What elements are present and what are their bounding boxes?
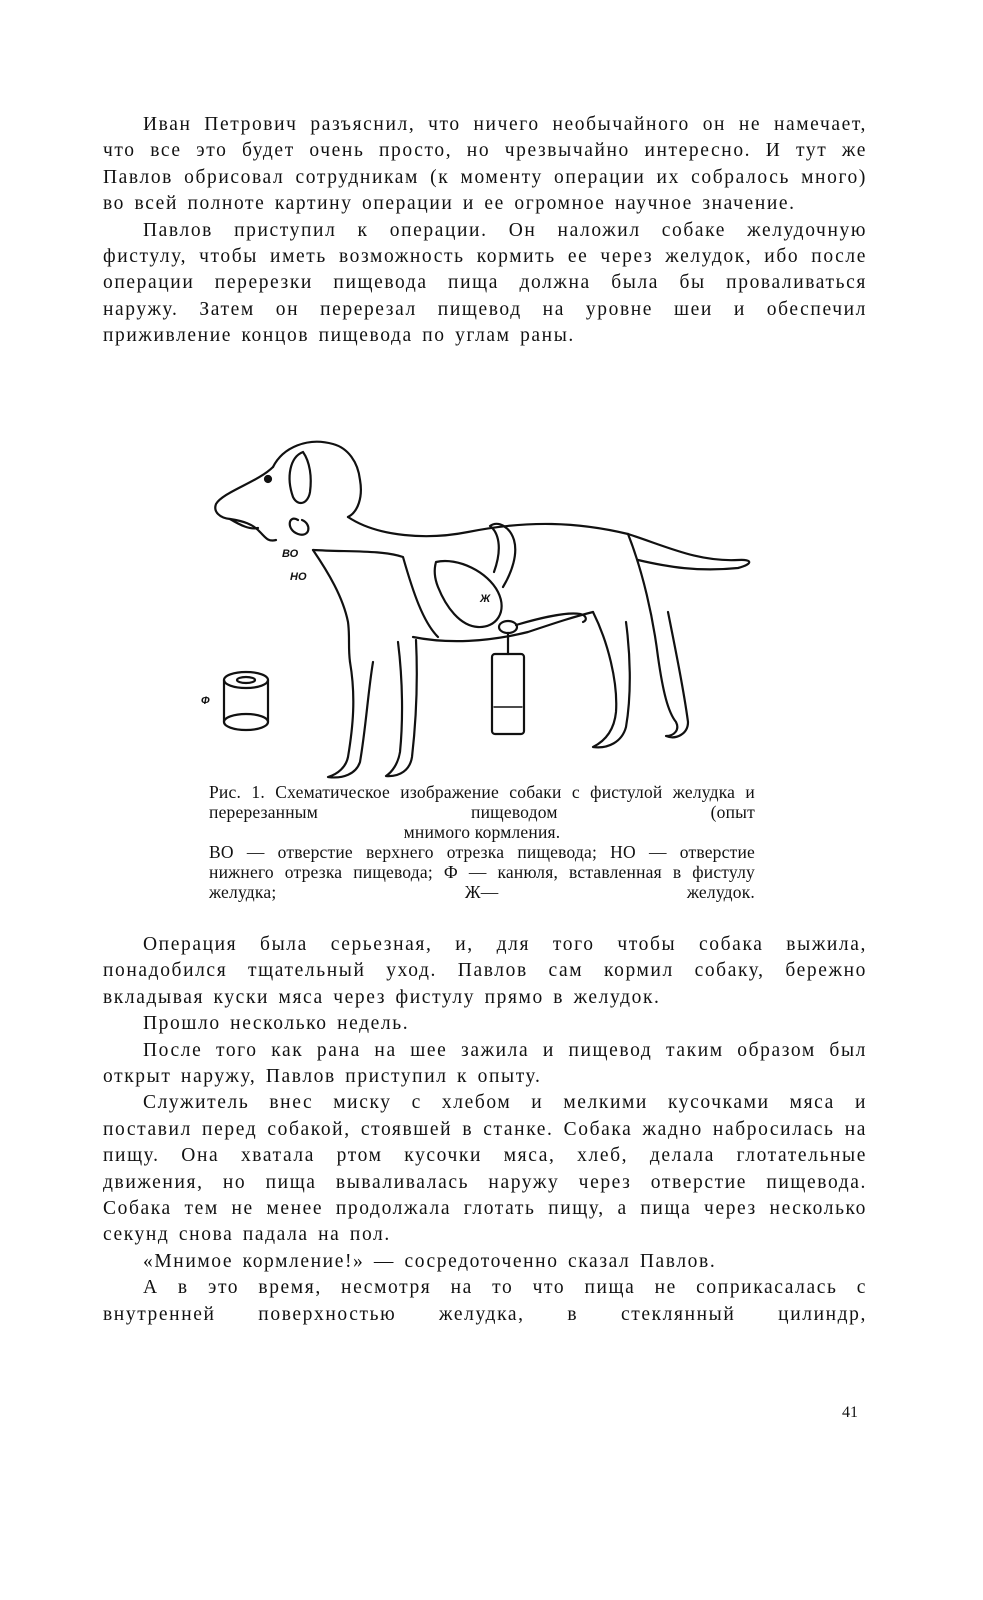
paragraph: Павлов приступил к операции. Он наложил собаке желудочную фистулу, чтобы иметь возможность кормить ее через желудок, ибо после операции перерезки пищевода пища должна была бы проваливаться наружу. Затем он перерезал пищевод на уровне шеи и обеспечил приживление концов пищевода по углам раны.	[103, 219, 867, 347]
label-f: Ф	[201, 695, 210, 707]
paragraph: После того как рана на шее зажила и пищевод таким образом был открыт наружу, Павлов приступил к опыту.	[103, 1039, 867, 1088]
figure-caption	[209, 782, 755, 902]
paragraph: Служитель внес миску с хлебом и мелкими кусочками мяса и поставил перед собакой, стоявшей в станке. Собака жадно набросилась на пищу. Она хватала ртом кусочки мяса, хлеб, делала глотательные движения, но пища вываливалась наружу через отверстие пищевода. Собака тем не менее продолжала глотать пищу, а пища через несколько секунд снова падала на пол.	[103, 1092, 867, 1246]
page-number: 41	[842, 1404, 858, 1421]
label-no: НО	[290, 571, 307, 583]
spool-hole	[237, 677, 255, 683]
stomach	[435, 561, 502, 627]
dog-belly	[413, 612, 593, 641]
paragraph: Иван Петрович разъяснил, что ничего необычайного он не намечает, что все это будет очень просто, но чрезвычайно интересно. И тут же Павлов обрисовал сотрудникам (к моменту операции их собралось много) во всей полноте картину операции и ее огромное научное значение.	[103, 114, 867, 215]
dog-hind-leg-left	[593, 612, 630, 747]
label-zh: Ж	[480, 593, 491, 605]
label-vo: ВО	[282, 548, 299, 560]
harness-strap	[313, 550, 438, 637]
dog-fistula-illustration	[198, 422, 768, 787]
cannula-string	[516, 614, 586, 625]
esophagus-lower	[490, 524, 515, 587]
caption-title: Рис. 1. Схематическое изображение собаки с фистулой желудка и перерезанным пищеводом (опыт	[209, 782, 755, 822]
dog-eye	[265, 476, 271, 482]
dog-back	[348, 517, 628, 536]
text-block-bottom	[103, 932, 867, 1328]
spool-top	[224, 672, 268, 688]
paragraph: Прошло несколько недель.	[143, 1013, 410, 1035]
collection-cylinder	[492, 654, 524, 734]
dog-tail	[628, 534, 749, 569]
caption-legend: ВО — отверстие верхнего отрезка пищевода; НО — отверстие нижнего отрезка пищевода; Ф — канюля, вставленная в фистулу желудка; Ж— желудок.	[209, 842, 755, 902]
text-block-top	[103, 112, 867, 350]
dog-front-leg-left	[328, 662, 373, 777]
paragraph: «Мнимое кормление!» — сосредоточенно сказал Павлов.	[143, 1250, 717, 1272]
paragraph: А в это время, несмотря на то что пища не соприкасалась с внутренней поверхностью желудка, в стеклянный цилиндр,	[103, 1277, 867, 1325]
dog-head-outline	[273, 442, 361, 517]
paragraph: Операция была серьезная, и, для того чтобы собака выжила, понадобился тщательный уход. Павлов сам кормил собаку, бережно вкладывая куски мяса через фистулу прямо в желудок.	[103, 934, 867, 1008]
neck-fistula-loop	[290, 519, 309, 535]
dog-front-leg-right	[386, 640, 417, 776]
caption-title-end: мнимого кормления.	[403, 822, 561, 842]
dog-chest	[313, 550, 350, 662]
spool-bottom	[224, 714, 268, 730]
dog-ear	[290, 452, 311, 503]
cannula	[499, 621, 517, 633]
